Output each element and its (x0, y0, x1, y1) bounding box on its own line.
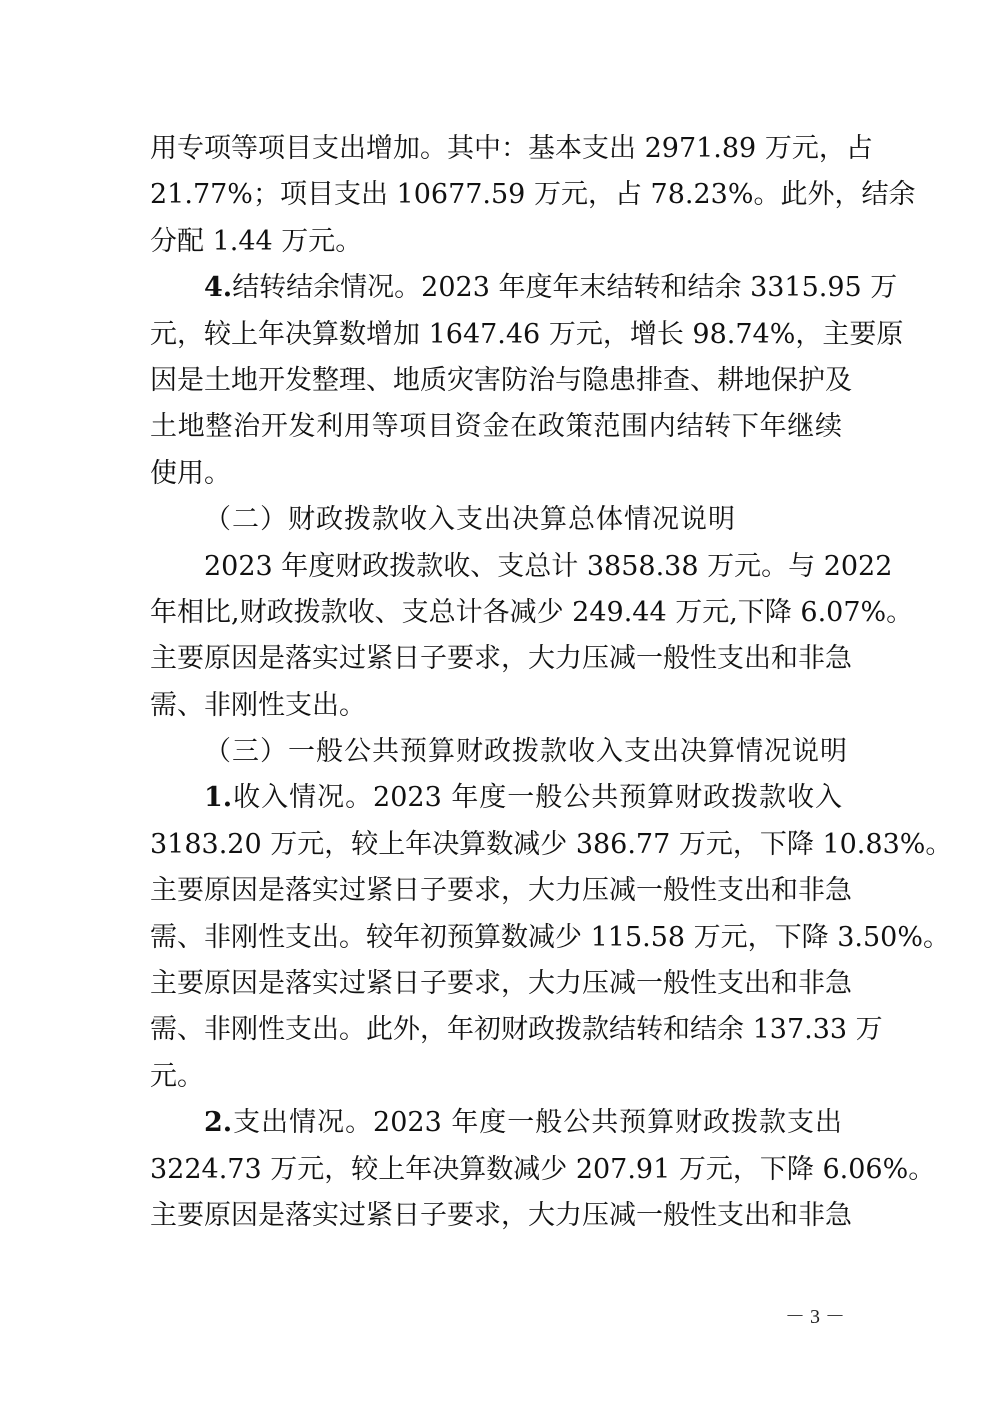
document-body (150, 126, 953, 1239)
paragraph-line: 需、非刚性支出。 (150, 689, 366, 721)
paragraph-line: 21.77%；项目支出 10677.59 万元，占 78.23%。此外，结余 (150, 179, 916, 211)
paragraph-first-line: 2023 年度财政拨款收、支总计 3858.38 万元。与 2022 (204, 550, 893, 582)
paragraph-first-line (150, 1100, 842, 1146)
paragraph-line: 3224.73 万元，较上年决算数减少 207.91 万元，下降 6.06%。 (150, 1153, 936, 1185)
paragraph-line: 年相比,财政拨款收、支总计各减少 249.44 万元,下降 6.07%。 (150, 596, 914, 628)
page-number: － 3 － (785, 1306, 845, 1328)
paragraph-line: 主要原因是落实过紧日子要求，大力压减一般性支出和非急 (150, 968, 852, 1000)
paragraph-text: 结转结余情况。2023 年度年末结转和结余 3315.95 万 (232, 272, 898, 304)
paragraph-line: 用专项等项目支出增加。其中：基本支出 2971.89 万元，占 (150, 133, 873, 164)
paragraph-text: 收入情况。2023 年度一般公共预算财政拨款收入 (232, 782, 842, 814)
paragraph-line: 主要原因是落实过紧日子要求，大力压减一般性支出和非急 (150, 643, 852, 675)
item-number: 1. (204, 782, 233, 814)
paragraph-line: 主要原因是落实过紧日子要求，大力压减一般性支出和非急 (150, 1199, 852, 1231)
section-heading: （二）财政拨款收入支出决算总体情况说明 (204, 504, 736, 536)
paragraph-first-line (150, 265, 898, 311)
paragraph-first-line (150, 775, 842, 821)
paragraph-line: 分配 1.44 万元。 (150, 225, 363, 257)
paragraph-line: 需、非刚性支出。较年初预算数减少 115.58 万元，下降 3.50%。 (150, 921, 950, 953)
item-number: 2. (204, 1107, 233, 1139)
paragraph-line: 主要原因是落实过紧日子要求，大力压减一般性支出和非急 (150, 875, 852, 907)
item-number: 4. (204, 272, 233, 304)
paragraph-line: 元，较上年决算数增加 1647.46 万元，增长 98.74%，主要原 (150, 318, 904, 350)
paragraph-line: 元。 (150, 1060, 204, 1092)
paragraph-line: 3183.20 万元，较上年决算数减少 386.77 万元，下降 10.83%。 (150, 828, 953, 860)
paragraph-line: 土地整治开发利用等项目资金在政策范围内结转下年继续 (150, 411, 842, 443)
paragraph-line: 需、非刚性支出。此外，年初财政拨款结转和结余 137.33 万 (150, 1014, 883, 1046)
section-heading: （三）一般公共预算财政拨款收入支出决算情况说明 (204, 736, 848, 768)
paragraph-text: 支出情况。2023 年度一般公共预算财政拨款支出 (232, 1107, 842, 1139)
paragraph-line: 因是土地开发整理、地质灾害防治与隐患排查、耕地保护及 (150, 364, 852, 396)
paragraph-line: 使用。 (150, 457, 231, 489)
